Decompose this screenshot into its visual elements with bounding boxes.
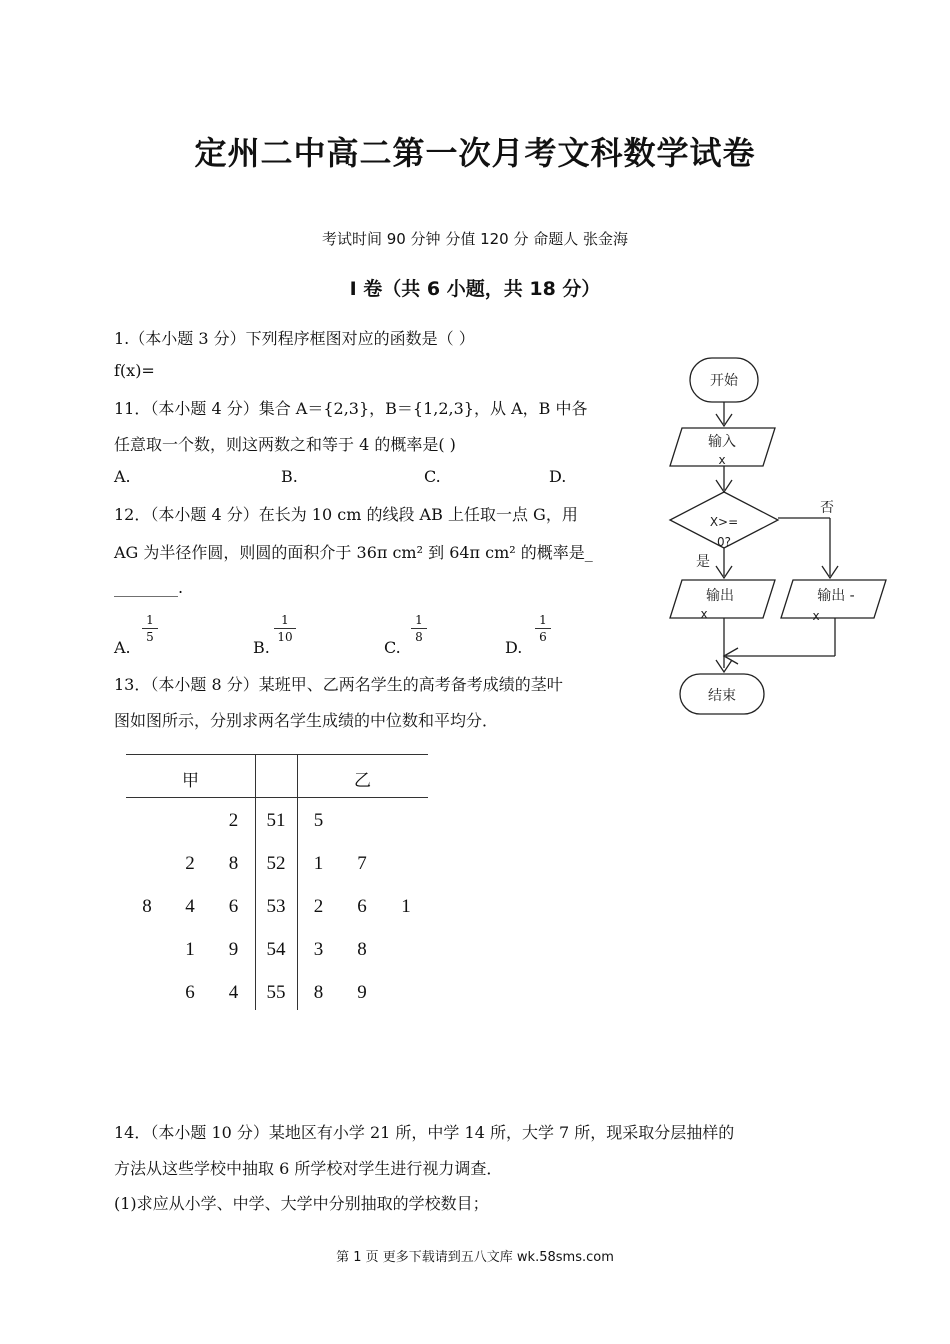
- q12-option-d-fraction: [535, 612, 551, 645]
- q12-line3: ________.: [114, 578, 184, 597]
- leaf-right: 9: [357, 981, 367, 1003]
- numerator: 1: [411, 612, 427, 629]
- flowchart: [660, 350, 900, 720]
- page-title: 定州二中高二第一次月考文科数学试卷: [194, 134, 756, 172]
- numerator: 1: [274, 612, 296, 629]
- stem-row: [126, 799, 428, 842]
- leaf-left: [126, 971, 168, 1014]
- leaf-left: 9: [228, 938, 239, 960]
- flow-decision-line1: X>=: [709, 515, 739, 529]
- flow-end-label: 结束: [708, 688, 736, 704]
- leaf-right: [384, 799, 428, 842]
- leaf-right: 2: [313, 895, 324, 917]
- leaf-right: 8: [357, 938, 367, 960]
- leaf-left: 6: [228, 895, 239, 917]
- q12-line1: 12．（本小题 4 分）在长为 10 cm 的线段 AB 上任取一点 G，用: [114, 505, 578, 524]
- leaf-left: 6: [185, 981, 195, 1003]
- q12-option-d-label: D.: [505, 638, 523, 657]
- flow-yes-label: 是: [696, 554, 710, 570]
- leaf-right: 5: [313, 809, 324, 831]
- leaf-left: 4: [185, 895, 195, 917]
- stem-row: [126, 971, 428, 1014]
- plot-header-yi: 乙: [354, 771, 371, 791]
- leaf-left: 2: [185, 852, 195, 874]
- stem-value: 52: [266, 852, 286, 874]
- q11-line1: 11．（本小题 4 分）集合 A＝{2,3}，B＝{1,2,3}，从 A，B 中各: [114, 399, 588, 418]
- exam-info: 考试时间 90 分钟 分值 120 分 命题人 张金海: [321, 230, 629, 248]
- leaf-right: 7: [357, 852, 367, 874]
- leaf-left: 8: [228, 852, 239, 874]
- q1-line1: 1.（本小题 3 分）下列程序框图对应的函数是（ ）: [114, 329, 475, 348]
- flow-input-var: x: [718, 453, 726, 467]
- leaf-left: [126, 928, 168, 971]
- leaf-left: 2: [228, 809, 239, 831]
- leaf-right: 6: [357, 895, 367, 917]
- flow-output-yes-label: 输出: [706, 588, 734, 604]
- q14-line1: 14．（本小题 10 分）某地区有小学 21 所，中学 14 所，大学 7 所，现采取分层抽样的: [114, 1123, 735, 1142]
- page-footer: 第 1 页 更多下载请到五八文库 wk.58sms.com: [336, 1250, 614, 1265]
- denominator: 8: [415, 630, 423, 644]
- stem-value: 53: [266, 895, 286, 917]
- plot-rows: [126, 799, 428, 1014]
- denominator: 5: [146, 630, 154, 644]
- flow-decision-line2: 0?: [716, 535, 732, 549]
- q13-line1: 13．（本小题 8 分）某班甲、乙两名学生的高考备考成绩的茎叶: [114, 675, 563, 694]
- q11-option-a: A.: [114, 467, 131, 486]
- flow-output-no-var: x: [812, 609, 820, 623]
- stem-leaf-plot: [126, 754, 428, 1010]
- stem-value: 54: [266, 938, 286, 960]
- stem-row: [126, 885, 428, 928]
- q12-line2: AG 为半径作圆，则圆的面积介于 36π cm² 到 64π cm² 的概率是_: [114, 543, 593, 562]
- denominator: 10: [277, 630, 293, 644]
- leaf-left: 1: [185, 938, 195, 960]
- numerator: 1: [535, 612, 551, 629]
- q12-option-a-label: A.: [114, 638, 131, 657]
- denominator: 6: [539, 630, 547, 644]
- flow-no-label: 否: [820, 500, 834, 516]
- leaf-right: [340, 799, 384, 842]
- leaf-left: [126, 799, 168, 842]
- q14-line2: 方法从这些学校中抽取 6 所学校对学生进行视力调查．: [114, 1159, 503, 1178]
- numerator: 1: [142, 612, 158, 629]
- q11-option-d: D.: [549, 467, 567, 486]
- q1-line2: f(x)=: [114, 361, 155, 380]
- leaf-right: 1: [401, 895, 411, 917]
- q12-option-a-fraction: [142, 612, 158, 645]
- stem-value: 51: [266, 809, 286, 831]
- q12-option-c-fraction: [411, 612, 427, 645]
- plot-top-rule: [126, 754, 428, 755]
- section-title: Ⅰ 卷（共 6 小题，共 18 分）: [349, 278, 601, 300]
- q12-option-b-fraction: [274, 612, 296, 645]
- leaf-left: [168, 799, 212, 842]
- stem-value: 55: [266, 981, 286, 1003]
- leaf-left: 4: [228, 981, 239, 1003]
- q12-option-b-label: B.: [253, 638, 270, 657]
- q11-line2: 任意取一个数，则这两数之和等于 4 的概率是( ): [114, 435, 456, 454]
- q11-option-c: C.: [424, 467, 441, 486]
- leaf-right: [384, 971, 428, 1014]
- plot-header-rule: [126, 797, 428, 798]
- plot-header-jia: 甲: [182, 771, 199, 791]
- q12-option-c-label: C.: [384, 638, 401, 657]
- leaf-right: 1: [313, 852, 324, 874]
- flow-output-yes-var: x: [700, 607, 708, 621]
- leaf-right: [384, 928, 428, 971]
- flow-input-label: 输入: [708, 434, 736, 450]
- leaf-right: [384, 842, 428, 885]
- flow-output-no-label: 输出 -: [817, 588, 855, 604]
- q13-line2: 图如图所示，分别求两名学生成绩的中位数和平均分．: [114, 711, 499, 730]
- leaf-left: 8: [142, 895, 152, 917]
- leaf-left: [126, 842, 168, 885]
- leaf-right: 3: [313, 938, 324, 960]
- leaf-right: 8: [313, 981, 324, 1003]
- flow-start-label: 开始: [710, 373, 738, 389]
- q11-option-b: B.: [281, 467, 298, 486]
- q14-line3: (1)求应从小学、中学、大学中分别抽取的学校数目；: [114, 1194, 489, 1213]
- stem-row: [126, 928, 428, 971]
- stem-row: [126, 842, 428, 885]
